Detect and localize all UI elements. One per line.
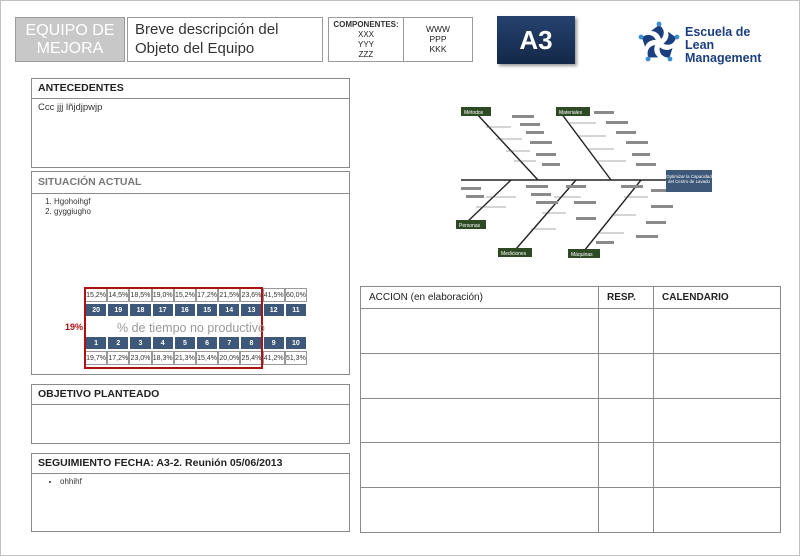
table-row [361, 488, 781, 533]
component-3: ZZZ [358, 50, 374, 59]
bottom-num-cell: 9 [263, 336, 285, 350]
top-pct-cell: 14,5% [107, 288, 129, 302]
top-pct-cell: 19,0% [152, 288, 174, 302]
bottom-num-cell: 8 [240, 336, 262, 350]
action-table [360, 286, 781, 533]
table-row [361, 353, 781, 398]
top-pct-cell: 15,2% [85, 288, 107, 302]
table-cell[interactable] [654, 443, 781, 488]
code-1: WWW [425, 24, 451, 34]
top-num-cell: 20 [85, 303, 107, 317]
codes-box [403, 17, 473, 62]
bottom-num-cell: 3 [129, 336, 151, 350]
col-resp: RESP. [599, 287, 654, 309]
ishikawa-diagram [456, 101, 716, 261]
table-cell[interactable] [599, 309, 654, 354]
table-cell[interactable] [654, 353, 781, 398]
situacion-title: SITUACIÓN ACTUAL [32, 172, 349, 194]
objetivo-title: OBJETIVO PLANTEADO [32, 385, 349, 405]
seguimiento-body [32, 474, 349, 490]
table-cell[interactable] [599, 443, 654, 488]
overall-percentage: 19% [65, 322, 84, 332]
col-accion: ACCION (en elaboración) [361, 287, 599, 309]
table-cell[interactable] [361, 398, 599, 443]
top-pct-cell: 60,0% [285, 288, 307, 302]
table-cell[interactable] [654, 398, 781, 443]
top-num-cell: 14 [218, 303, 240, 317]
fish-label-personas: Personas [459, 223, 481, 229]
description-line1: Breve descripción del [135, 21, 279, 38]
description-line2: Objeto del Equipo [135, 40, 255, 57]
components-label: COMPONENTES: [333, 20, 399, 29]
bottom-pct-cell: 18,3% [152, 351, 174, 365]
table-row [361, 309, 781, 354]
top-pct-cell: 15,2% [174, 288, 196, 302]
seguimiento-title: SEGUIMIENTO FECHA: A3-2. Reunión 05/06/2013 [32, 454, 349, 474]
top-pct-cell: 18,5% [129, 288, 151, 302]
team-label-line2: MEJORA [36, 39, 104, 57]
code-3: KKK [429, 44, 447, 54]
lean-logo-icon [637, 21, 681, 65]
top-num-cell: 12 [263, 303, 285, 317]
bottom-pct-cell: 21,3% [174, 351, 196, 365]
table-row [361, 398, 781, 443]
bottom-pct-cell: 51,3% [285, 351, 307, 365]
top-pct-cell: 41,5% [263, 288, 285, 302]
logo-line2: Lean Management [685, 38, 762, 65]
fish-effect-label: Optimizar la Capacidad del Centro de Lavado [666, 174, 712, 184]
table-cell[interactable] [361, 443, 599, 488]
top-num-cell: 11 [285, 303, 307, 317]
table-cell[interactable] [654, 309, 781, 354]
top-pct-cell: 17,2% [196, 288, 218, 302]
a3-badge: A3 [497, 16, 575, 64]
bottom-pct-cell: 23,0% [129, 351, 151, 365]
top-num-cell: 15 [196, 303, 218, 317]
fish-label-metodos: Métodos [464, 110, 484, 116]
school-logo [637, 21, 787, 65]
team-label [15, 17, 125, 62]
bottom-pct-cell: 41,2% [263, 351, 285, 365]
top-pct-cell: 23,6% [240, 288, 262, 302]
seguimiento-panel [31, 453, 350, 532]
component-1: XXX [357, 30, 374, 39]
top-pct-cell: 21,5% [218, 288, 240, 302]
top-num-cell: 19 [107, 303, 129, 317]
situacion-list [38, 197, 343, 217]
table-cell[interactable] [599, 488, 654, 533]
bottom-num-cell: 2 [107, 336, 129, 350]
bottom-num-cell: 10 [285, 336, 307, 350]
table-cell[interactable] [654, 488, 781, 533]
table-cell[interactable] [361, 309, 599, 354]
table-row [361, 443, 781, 488]
bottom-num-cell: 4 [152, 336, 174, 350]
antecedentes-text: Ccc jjj lñjdjpwjp [38, 102, 103, 113]
logo-line1: Escuela de [685, 25, 751, 39]
bottom-num-cell: 5 [174, 336, 196, 350]
col-calendario: CALENDARIO [654, 287, 781, 309]
fish-label-maquinas: Máquinas [571, 252, 593, 258]
bottom-pct-cell: 15,4% [196, 351, 218, 365]
team-label-line1: EQUIPO DE [25, 21, 115, 39]
top-num-cell: 17 [152, 303, 174, 317]
list-item: • ohhihf [60, 477, 343, 487]
overlay-text: % de tiempo no productivo [117, 321, 266, 335]
top-num-cell: 16 [174, 303, 196, 317]
fish-label-materiales: Materiales [559, 110, 583, 116]
bottom-pct-cell: 25,4% [240, 351, 262, 365]
antecedentes-title: ANTECEDENTES [32, 79, 349, 99]
table-cell[interactable] [361, 353, 599, 398]
situacion-body [32, 194, 349, 220]
objetivo-panel [31, 384, 350, 444]
list-item: 2. gyggiugho [54, 207, 343, 217]
components-box [328, 17, 404, 62]
team-description [127, 17, 323, 62]
bottom-num-cell: 1 [85, 336, 107, 350]
fish-label-mediciones: Mediciones [501, 251, 527, 257]
table-cell[interactable] [599, 353, 654, 398]
table-cell[interactable] [599, 398, 654, 443]
table-cell[interactable] [361, 488, 599, 533]
component-2: YYY [357, 40, 374, 49]
bottom-pct-cell: 20,0% [218, 351, 240, 365]
list-item: 1. Hgohoihgf [54, 197, 343, 207]
code-2: PPP [429, 34, 447, 44]
top-num-cell: 13 [240, 303, 262, 317]
bottom-num-cell: 7 [218, 336, 240, 350]
bottom-num-cell: 6 [196, 336, 218, 350]
antecedentes-panel [31, 78, 350, 168]
top-num-cell: 18 [129, 303, 151, 317]
bottom-pct-cell: 19,7% [85, 351, 107, 365]
bottom-pct-cell: 17,2% [107, 351, 129, 365]
